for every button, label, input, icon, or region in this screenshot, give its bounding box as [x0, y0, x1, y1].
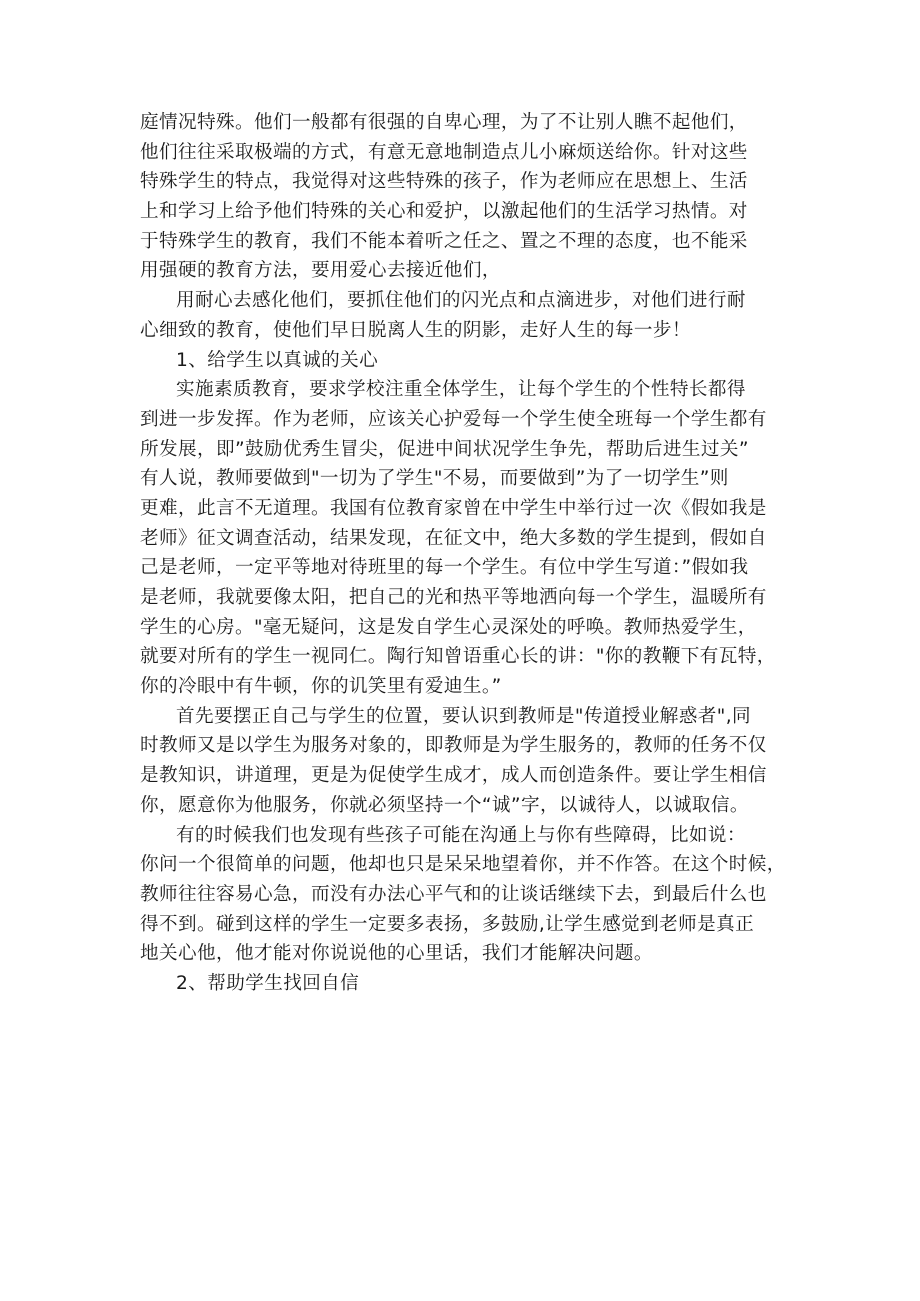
text-line: 你的冷眼中有牛顿，你的讥笑里有爱迪生。”	[140, 676, 502, 698]
text-line: 己是老师，一定平等地对待班里的每一个学生。有位中学生写道：”假如我	[140, 557, 749, 579]
text-line: 就要对所有的学生一视同仁。陶行知曾语重心长的讲："你的教鞭下有瓦特，	[140, 646, 776, 668]
text-line: 老师》征文调查活动，结果发现，在征文中，绝大多数的学生提到，假如自	[140, 527, 767, 549]
text-line: 你问一个很简单的问题，他却也只是呆呆地望着你，并不作答。在这个时候，	[140, 854, 786, 876]
text-line: 更难，此言不无道理。我国有位教育家曾在中学生中举行过一次《假如我是	[140, 497, 767, 519]
text-line: 学生的心房。"毫无疑问，这是发自学生心灵深处的呼唤。教师热爱学生，	[140, 616, 757, 638]
section-heading: 1、给学生以真诚的关心	[176, 349, 379, 371]
text-line: 上和学习上给予他们特殊的关心和爱护，以激起他们的生活学习热情。对	[140, 201, 748, 223]
text-line: 教师往往容易心急，而没有办法心平气和的让谈话继续下去，到最后什么也	[140, 883, 767, 905]
document-body	[140, 108, 805, 999]
text-line: 用强硬的教育方法，要用爱心去接近他们，	[140, 260, 501, 282]
text-line: 所发展，即”鼓励优秀生冒尖，促进中间状况学生争先，帮助后进生过关”	[140, 438, 749, 460]
text-line: 你，愿意你为他服务，你就必须坚持一个“诚”字，以诚待人，以诚取信。	[140, 794, 749, 816]
paragraph-first-line: 有的时候我们也发现有些孩子可能在沟通上与你有些障碍，比如说：	[176, 824, 746, 846]
text-line: 时教师又是以学生为服务对象的，即教师是为学生服务的，教师的任务不仅	[140, 735, 767, 757]
text-line: 地关心他，他才能对你说说他的心里话，我们才能解决问题。	[140, 943, 653, 965]
paragraph-first-line: 首先要摆正自己与学生的位置，要认识到教师是"传道授业解惑者",同	[176, 705, 752, 727]
text-line: 特殊学生的特点，我觉得对这些特殊的孩子，作为老师应在思想上、生活	[140, 171, 748, 193]
text-line: 庭情况特殊。他们一般都有很强的自卑心理，为了不让别人瞧不起他们，	[140, 112, 748, 133]
paragraph-first-line: 实施素质教育，要求学校注重全体学生，让每个学生的个性特长都得	[176, 379, 746, 401]
text-line: 到进一步发挥。作为老师，应该关心护爱每一个学生使全班每一个学生都有	[140, 408, 767, 430]
text-line: 心细致的教育，使他们早日脱离人生的阴影，走好人生的每一步！	[140, 319, 691, 341]
text-line: 于特殊学生的教育，我们不能本着听之任之、置之不理的态度，也不能采	[140, 230, 748, 252]
text-line: 他们往往采取极端的方式，有意无意地制造点儿小麻烦送给你。针对这些	[140, 141, 748, 163]
text-line: 是教知识，讲道理，更是为促使学生成才，成人而创造条件。要让学生相信	[140, 765, 767, 787]
paragraph-first-line: 用耐心去感化他们，要抓住他们的闪光点和点滴进步，对他们进行耐	[176, 290, 746, 312]
text-line: 有人说，教师要做到"一切为了学生"不易，而要做到”为了一切学生”则	[140, 468, 729, 490]
section-heading: 2、帮助学生找回自信	[176, 972, 360, 994]
text-line: 是老师，我就要像太阳，把自己的光和热平等地洒向每一个学生，温暖所有	[140, 587, 767, 608]
text-line: 得不到。碰到这样的学生一定要多表扬，多鼓励,让学生感觉到老师是真正	[140, 913, 755, 935]
